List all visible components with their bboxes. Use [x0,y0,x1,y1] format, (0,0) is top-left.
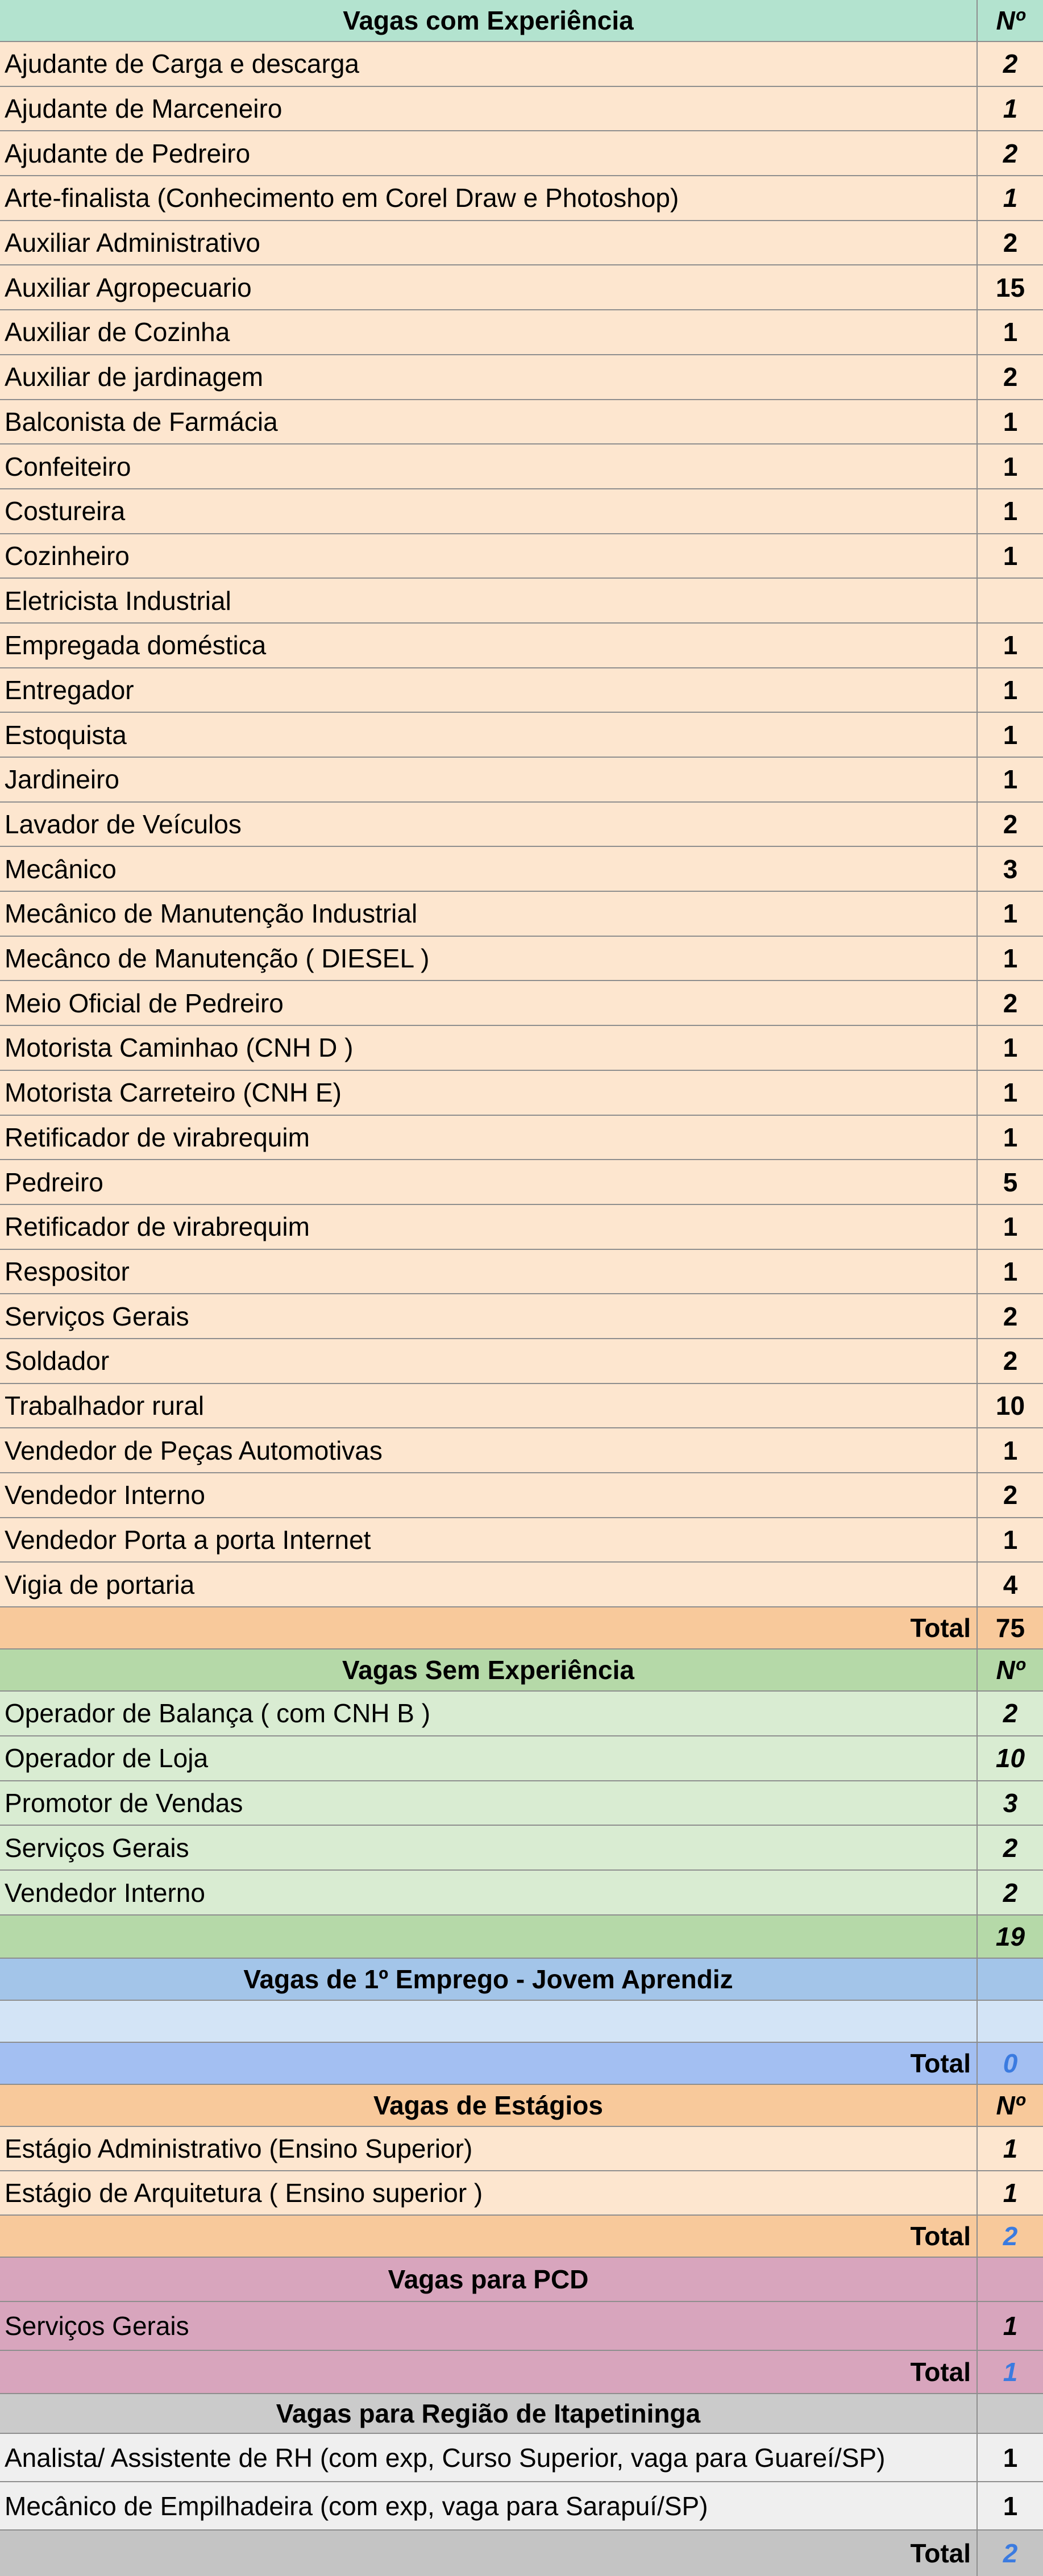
job-title: Ajudante de Marceneiro [0,87,978,131]
job-count: 10 [995,1390,1025,1420]
table-row [0,1692,1043,1736]
table-row [0,400,1043,445]
table-row [0,2434,1043,2482]
job-count: 1 [1003,496,1018,526]
table-row [0,444,1043,489]
section-header-regiao [0,2394,1043,2434]
total-value: 19 [995,1922,1025,1952]
job-title: Costureira [0,489,978,533]
total-value: 1 [1003,2357,1018,2387]
table-row [0,1160,1043,1205]
job-title: Arte-finalista (Conhecimento em Corel Draw e Photoshop) [0,176,978,220]
job-count: 1 [1003,317,1018,347]
total-value: 2 [1003,2221,1018,2251]
job-count: 1 [1003,1122,1018,1152]
job-title: Mecânico [0,847,978,891]
empty-row [0,2001,1043,2043]
section-header-pcd [0,2258,1043,2302]
job-count: 1 [1003,2178,1018,2208]
total-label-empty [0,1916,978,1958]
job-count: 1 [1003,1078,1018,1108]
job-count: 1 [1003,630,1018,660]
job-count: 2 [1003,49,1018,79]
job-title: Ajudante de Pedreiro [0,131,978,175]
job-count: 3 [1003,1788,1018,1818]
job-count: 1 [1003,765,1018,795]
section-title: Vagas para Região de Itapetininga [0,2394,978,2433]
estagios-rows [0,2127,1043,2216]
job-count: 1 [1003,1212,1018,1242]
job-count: 1 [1003,1033,1018,1063]
table-row [0,355,1043,400]
table-row [0,310,1043,355]
job-title: Vendedor de Peças Automotivas [0,1428,978,1472]
table-row [0,1116,1043,1161]
job-count: 1 [1003,2134,1018,2164]
job-count: 1 [1003,1435,1018,1465]
job-count: 1 [1003,899,1018,929]
job-title: Retificador de virabrequim [0,1205,978,1249]
job-count: 2 [1003,1346,1018,1376]
job-count: 2 [1003,809,1018,840]
section-header-estagios [0,2085,1043,2127]
job-title: Estoquista [0,713,978,757]
table-row [0,713,1043,758]
table-row [0,1071,1043,1116]
job-count: 10 [995,1743,1025,1773]
job-title: Jardineiro [0,758,978,801]
table-row [0,668,1043,713]
job-count: 1 [1003,2491,1018,2521]
job-count: 1 [1003,1525,1018,1555]
job-count: 2 [1003,1833,1018,1863]
table-row [0,265,1043,310]
job-count: 4 [1003,1569,1018,1599]
job-title: Respositor [0,1250,978,1294]
table-row [0,42,1043,87]
job-title: Auxiliar de Cozinha [0,310,978,354]
table-row [0,2171,1043,2216]
count-column-header-empty [978,2258,1043,2301]
table-row [0,1205,1043,1250]
job-count: 2 [1003,228,1018,258]
table-row [0,87,1043,132]
count-column-header-empty [978,1959,1043,2000]
job-title: Serviços Gerais [0,1294,978,1338]
table-row [0,892,1043,937]
table-row [0,534,1043,579]
table-row [0,758,1043,803]
table-row [0,579,1043,624]
job-title: Empregada doméstica [0,624,978,667]
table-row [0,2302,1043,2351]
job-title: Auxiliar de jardinagem [0,355,978,399]
table-row [0,1518,1043,1563]
table-row [0,981,1043,1026]
table-row [0,1339,1043,1384]
job-count: 2 [1003,138,1018,168]
job-title: Serviços Gerais [0,1826,978,1869]
table-row [0,624,1043,668]
table-row [0,1871,1043,1916]
experiencia-rows [0,42,1043,1607]
table-row [0,1473,1043,1518]
pcd-rows [0,2302,1043,2351]
job-count: 1 [1003,2311,1018,2341]
job-count: 15 [995,272,1025,302]
section-title: Vagas com Experiência [0,0,978,41]
table-row [0,803,1043,847]
total-label: Total [0,1607,978,1648]
total-label: Total [0,2531,978,2576]
table-row [0,1736,1043,1781]
job-title: Vendedor Interno [0,1871,978,1914]
job-count: 1 [1003,183,1018,213]
job-title: Mecânico de Empilhadeira (com exp, vaga para Sarapuí/SP) [0,2482,978,2529]
job-title-empty [0,2001,978,2042]
job-count: 3 [1003,854,1018,884]
job-count: 5 [1003,1167,1018,1197]
total-row-pcd [0,2351,1043,2394]
job-count: 1 [1003,675,1018,705]
job-title: Cozinheiro [0,534,978,578]
section-title: Vagas para PCD [0,2258,978,2301]
section-title: Vagas Sem Experiência [0,1650,978,1690]
job-title: Auxiliar Administrativo [0,221,978,265]
job-title: Confeiteiro [0,444,978,488]
job-title: Operador de Balança ( com CNH B ) [0,1692,978,1735]
job-count: 1 [1003,720,1018,750]
count-column-header-empty [978,2394,1043,2433]
job-count: 2 [1003,1698,1018,1729]
total-row-experiencia [0,1607,1043,1650]
table-row [0,1826,1043,1871]
job-count: 2 [1003,988,1018,1018]
total-label: Total [0,2216,978,2257]
job-count: 2 [1003,1301,1018,1331]
job-title: Lavador de Veículos [0,803,978,846]
job-title: Analista/ Assistente de RH (com exp, Curso Superior, vaga para Guareí/SP) [0,2434,978,2481]
total-row-jovem-aprendiz [0,2043,1043,2085]
job-title: Auxiliar Agropecuario [0,265,978,309]
job-count: 2 [1003,1480,1018,1510]
job-count: 1 [1003,944,1018,974]
total-label: Total [0,2351,978,2393]
job-title: Mecânico de Manutenção Industrial [0,892,978,936]
table-row [0,489,1043,534]
job-title: Balconista de Farmácia [0,400,978,444]
job-title: Serviços Gerais [0,2302,978,2350]
total-row-regiao [0,2531,1043,2576]
total-value: 2 [1003,2538,1018,2569]
table-row [0,1384,1043,1429]
job-count: 1 [1003,1256,1018,1286]
regiao-rows [0,2434,1043,2531]
job-title: Eletricista Industrial [0,579,978,622]
job-count: 2 [1003,1877,1018,1908]
job-title: Operador de Loja [0,1736,978,1780]
section-header-experiencia [0,0,1043,42]
total-label: Total [0,2043,978,2084]
table-row [0,176,1043,221]
count-column-header: Nº [996,1655,1025,1685]
table-row [0,1781,1043,1826]
job-count: 1 [1003,2442,1018,2473]
total-row-estagios [0,2216,1043,2258]
count-column-header: Nº [996,6,1025,35]
total-value: 0 [1003,2049,1018,2079]
table-row [0,1250,1043,1295]
table-row [0,1026,1043,1071]
job-title: Ajudante de Carga e descarga [0,42,978,86]
sem-experiencia-rows [0,1692,1043,1916]
job-title: Meio Oficial de Pedreiro [0,981,978,1025]
table-row [0,2127,1043,2171]
count-column-header: Nº [996,2091,1025,2121]
table-row [0,2482,1043,2531]
job-title: Motorista Caminhao (CNH D ) [0,1026,978,1070]
table-row [0,1428,1043,1473]
job-count-empty [978,2001,1043,2042]
section-header-jovem-aprendiz [0,1959,1043,2001]
job-title: Vendedor Interno [0,1473,978,1517]
job-title: Mecânco de Manutenção ( DIESEL ) [0,937,978,980]
job-title: Promotor de Vendas [0,1781,978,1825]
job-title: Vendedor Porta a porta Internet [0,1518,978,1562]
job-title: Retificador de virabrequim [0,1116,978,1160]
job-count: 1 [1003,94,1018,124]
total-value: 75 [995,1613,1025,1643]
job-count: 2 [1003,362,1018,392]
job-title: Entregador [0,668,978,712]
section-title: Vagas de Estágios [0,2085,978,2126]
table-row [0,1563,1043,1607]
job-count [978,579,1043,622]
job-title: Motorista Carreteiro (CNH E) [0,1071,978,1115]
table-row [0,1294,1043,1339]
job-title: Trabalhador rural [0,1384,978,1428]
section-header-sem-experiencia [0,1650,1043,1692]
job-count: 1 [1003,451,1018,481]
job-count: 1 [1003,406,1018,437]
job-title: Soldador [0,1339,978,1383]
job-count: 1 [1003,541,1018,571]
section-title: Vagas de 1º Emprego - Jovem Aprendiz [0,1959,978,2000]
job-title: Estágio Administrativo (Ensino Superior) [0,2127,978,2170]
job-title: Estágio de Arquitetura ( Ensino superior ) [0,2171,978,2214]
table-row [0,131,1043,176]
total-row-sem-experiencia [0,1916,1043,1959]
table-row [0,847,1043,892]
job-title: Pedreiro [0,1160,978,1204]
job-title: Vigia de portaria [0,1563,978,1606]
table-row [0,221,1043,266]
table-row [0,937,1043,982]
